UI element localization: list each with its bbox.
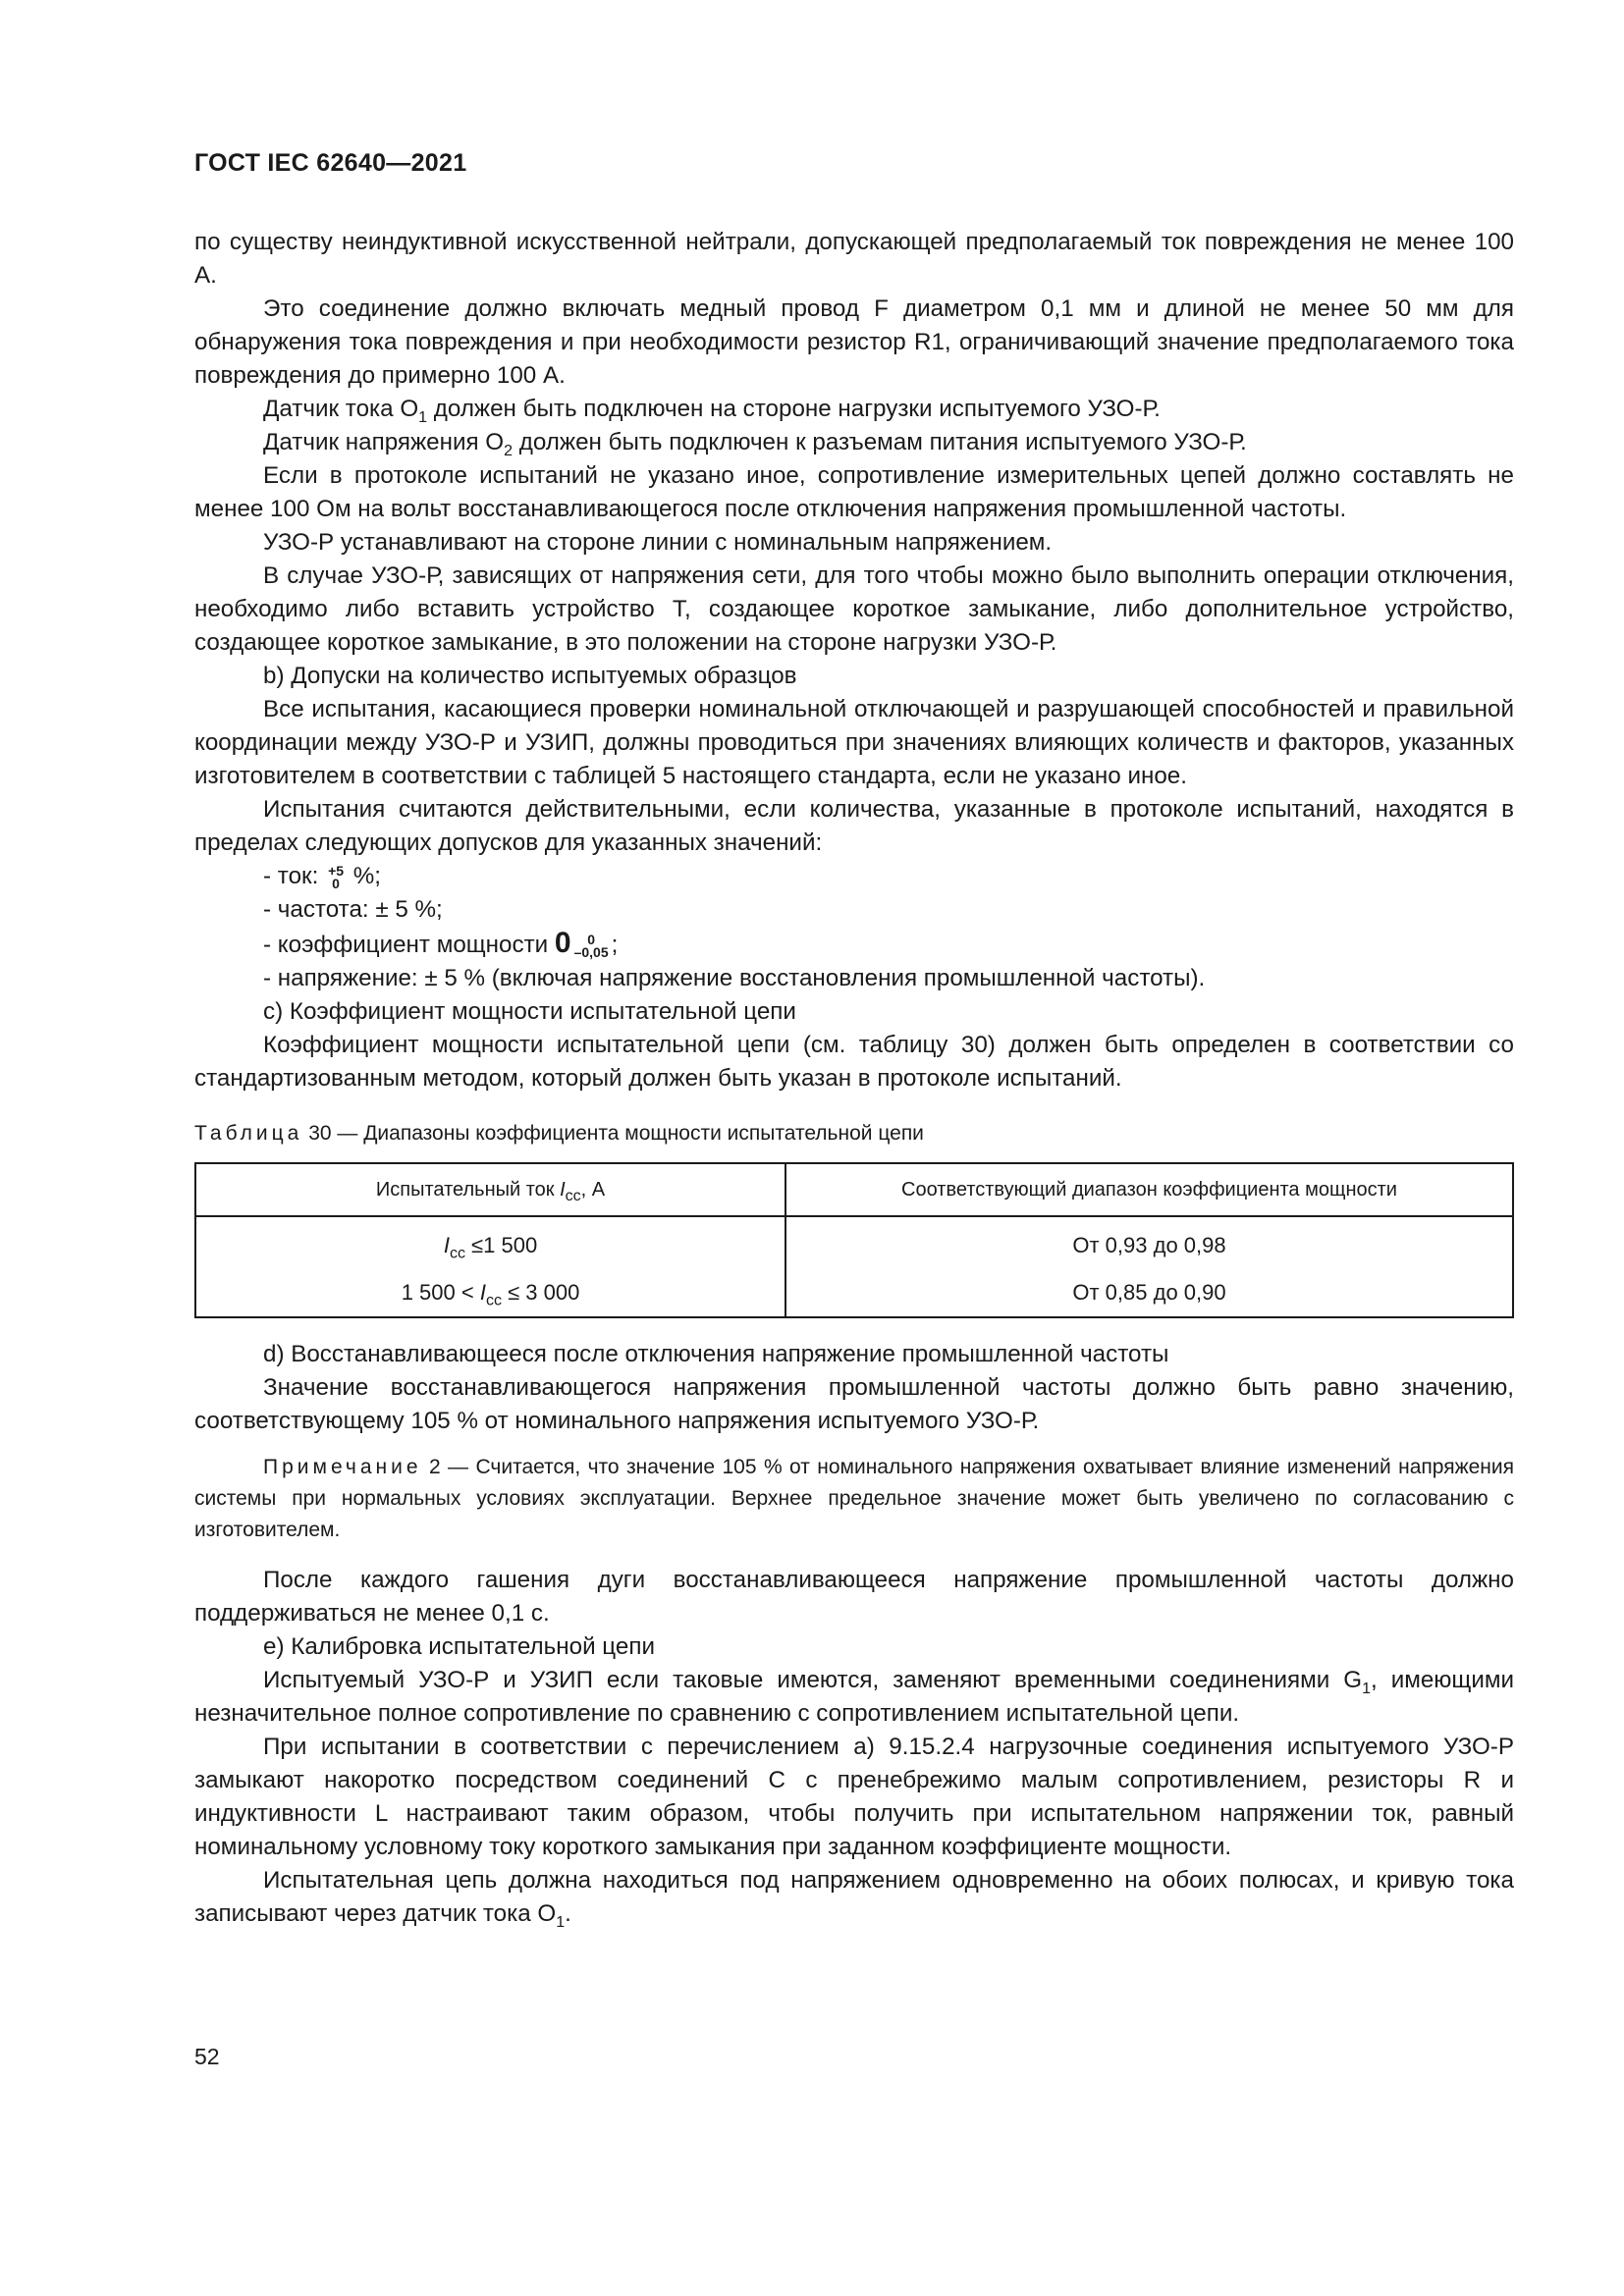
paragraph: Датчик тока $O_1$ должен быть подключен на стороне нагрузки испытуемого УЗО-Р. bbox=[263, 396, 1161, 426]
paragraph: по существу неиндуктивной искусственной нейтрали, допускающей предполагаемый ток повреждения не менее 100 А. bbox=[194, 229, 1514, 289]
table-cell: От 0,93 до 0,98 bbox=[785, 1216, 1513, 1269]
list-item: - коэффициент мощности 0 0 –0,05 ; bbox=[263, 927, 619, 960]
tolerance-value: +5 0 bbox=[328, 862, 345, 891]
table-cell: $I_{cc} \le 1$ 500 bbox=[195, 1216, 785, 1269]
document-header: ГОСТ IEC 62640—2021 bbox=[194, 149, 467, 177]
table-header-cell: Испытательный ток $I_{cc}$, А bbox=[195, 1163, 785, 1216]
table-cell: От 0,85 до 0,90 bbox=[785, 1269, 1513, 1317]
section-heading-d: d) Восстанавливающееся после отключения напряжение промышленной частоты bbox=[263, 1341, 1169, 1367]
paragraph: Все испытания, касающиеся проверки номинальной отключающей и разрушающей способностей и правильной координации между УЗО-Р и УЗИП, должны проводиться при значениях влияющих количеств и факторов, указанных изготовителем в соответствии с таблицей 5 настоящего стандарта, если не указано иное. bbox=[194, 696, 1514, 789]
table-row bbox=[195, 1216, 1513, 1269]
document-body bbox=[194, 226, 1514, 1931]
page-number: 52 bbox=[194, 2044, 220, 2069]
paragraph: Испытуемый УЗО-Р и УЗИП если таковые имеются, заменяют временными соединениями $G_1$, имеющими незначительное полное сопротивление по сравнению с сопротивлением испытательной цепи. bbox=[194, 1667, 1514, 1727]
section-heading-c: c) Коэффициент мощности испытательной цепи bbox=[263, 998, 796, 1025]
paragraph: После каждого гашения дуги восстанавливающееся напряжение промышленной частоты должно поддерживаться не менее 0,1 с. bbox=[194, 1567, 1514, 1627]
tolerance-value: 0 –0,05 bbox=[573, 931, 609, 960]
note: Примечание 2 — Считается, что значение 105 % от номинального напряжения охватывает влияние изменений напряжения системы при нормальных условиях эксплуатации. Верхнее предельное значение может быть увеличено по согласованию с изготовителем. bbox=[194, 1456, 1514, 1541]
paragraph: В случае УЗО-Р, зависящих от напряжения сети, для того чтобы можно было выполнить операции отключения, необходимо либо вставить устройство Т, создающее короткое замыкание, либо дополнительное устройство, создающее короткое замыкание, в это положении на стороне нагрузки УЗО-Р. bbox=[194, 562, 1514, 656]
paragraph: УЗО-Р устанавливают на стороне линии с номинальным напряжением. bbox=[263, 529, 1053, 556]
paragraph: Если в протоколе испытаний не указано иное, сопротивление измерительных цепей должно составлять не менее 100 Ом на вольт восстанавливающегося после отключения напряжения промышленной частоты. bbox=[194, 462, 1514, 522]
table-caption: Таблица 30 — Диапазоны коэффициента мощности испытательной цепи bbox=[194, 1122, 924, 1145]
table-row bbox=[195, 1269, 1513, 1317]
table-30 bbox=[194, 1162, 1514, 1318]
section-heading-b: b) Допуски на количество испытуемых образцов bbox=[263, 663, 797, 689]
table-cell: 1 $500 < I_{cc} \le 3$ 000 bbox=[195, 1269, 785, 1317]
list-item: - частота: ± 5 %; bbox=[263, 896, 443, 923]
paragraph: Значение восстанавливающегося напряжения промышленной частоты должно быть равно значению, соответствующему 105 % от номинального напряжения испытуемого УЗО-Р. bbox=[194, 1374, 1514, 1434]
paragraph: Это соединение должно включать медный провод F диаметром 0,1 мм и длиной не менее 50 мм для обнаружения тока повреждения и при необходимости резистор R1, ограничивающий значение предполагаемого тока повреждения до примерно 100 А. bbox=[194, 295, 1514, 389]
paragraph: Датчик напряжения $O_2$ должен быть подключен к разъемам питания испытуемого УЗО-Р. bbox=[263, 429, 1247, 459]
paragraph: При испытании в соответствии с перечислением а) 9.15.2.4 нагрузочные соединения испытуемого УЗО-Р замыкают накоротко посредством соединений С с пренебрежимо малым сопротивлением, резисторы R и индуктивности L настраивают таким образом, чтобы получить при испытательном напряжении ток, равный номинальному условному току короткого замыкания при заданном коэффициенте мощности. bbox=[194, 1734, 1514, 1860]
paragraph: Испытательная цепь должна находиться под напряжением одновременно на обоих полюсах, и кривую тока записывают через датчик тока $O_1$. bbox=[194, 1867, 1514, 1931]
list-item: - ток: +5 0 %; bbox=[263, 862, 381, 891]
table-header-cell: Соответствующий диапазон коэффициента мощности bbox=[785, 1163, 1513, 1216]
section-heading-e: e) Калибровка испытательной цепи bbox=[263, 1633, 655, 1660]
paragraph: Испытания считаются действительными, если количества, указанные в протоколе испытаний, находятся в пределах следующих допусков для указанных значений: bbox=[194, 796, 1514, 856]
paragraph: Коэффициент мощности испытательной цепи (см. таблицу 30) должен быть определен в соответствии со стандартизованным методом, который должен быть указан в протоколе испытаний. bbox=[194, 1032, 1514, 1092]
list-item: - напряжение: ± 5 % (включая напряжение восстановления промышленной частоты). bbox=[263, 965, 1206, 991]
